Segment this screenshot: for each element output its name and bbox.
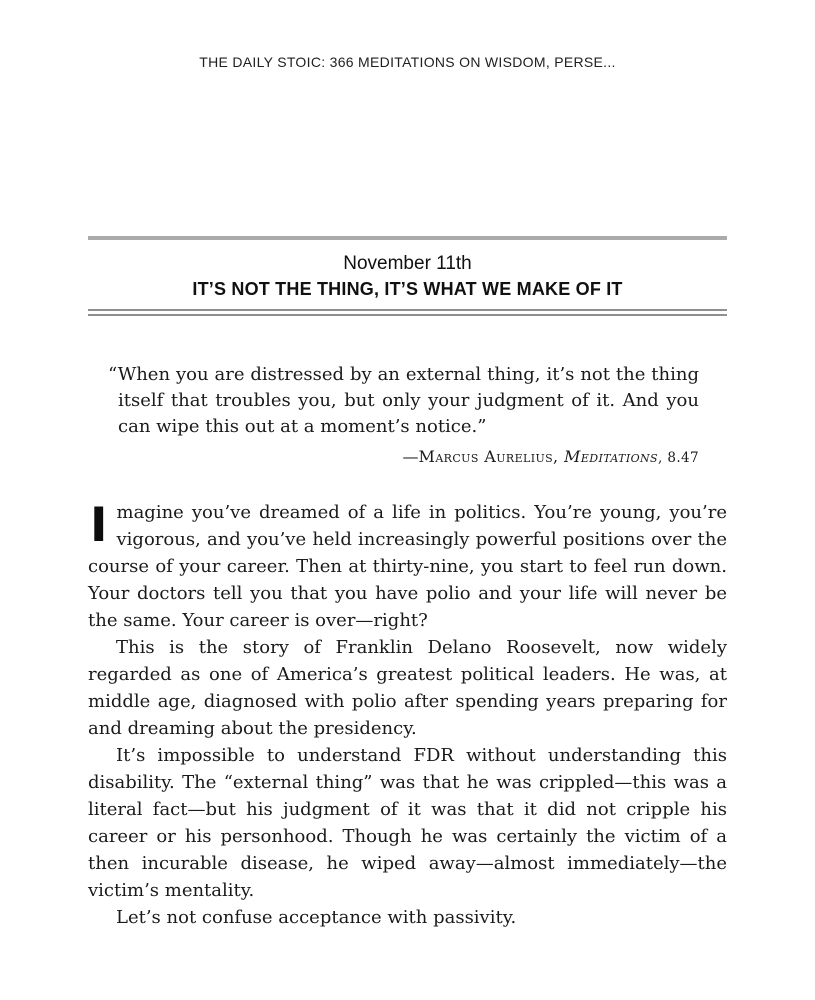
quote-attribution [88, 447, 727, 466]
body-paragraph: It’s impossible to understand FDR without understanding this disability. The “external thing” was that he was crippled—this was a literal fact—but his judgment of it was that it did not cripple his career or his personhood. Though he was certainly the victim of a then incurable disease, he wiped away—almost immediately—the victim’s mentality. [88, 745, 727, 901]
page-content [88, 236, 727, 931]
section-divider-bottom [88, 309, 727, 316]
body-paragraph: Let’s not confuse acceptance with passivity. [116, 907, 517, 928]
book-title-header: THE DAILY STOIC: 366 MEDITATIONS ON WISDOM, PERSE... [199, 54, 616, 70]
body-paragraph [88, 499, 727, 634]
entry-title: IT’S NOT THE THING, IT’S WHAT WE MAKE OF IT [192, 279, 623, 299]
dropcap-letter: I [90, 498, 108, 553]
section-divider-top [88, 236, 727, 240]
attribution-author: Marcus Aurelius, [418, 447, 565, 466]
attribution-reference: , 8.47 [657, 450, 699, 466]
entry-body [88, 499, 727, 931]
attribution-work: Meditations [564, 447, 658, 466]
entry-date: November 11th [343, 253, 472, 274]
quote-text: “When you are distressed by an external thing, it’s not the thing itself that troubles you, but only your judgment of it. And you can wipe this out at a moment’s notice.” [108, 364, 699, 437]
body-paragraph: This is the story of Franklin Delano Roosevelt, now widely regarded as one of America’s greatest political leaders. He was, at middle age, diagnosed with polio after spending years preparing for and dreaming about the presidency. [88, 637, 727, 739]
paragraph-text: magine you’ve dreamed of a life in politics. You’re young, you’re vigorous, and you’ve held increasingly powerful positions over the course of your career. Then at thirty-nine, you start to feel run down. Your doctors tell you that you have polio and your life will never be the same. Your career is over—right? [88, 502, 727, 631]
attribution-dash: — [402, 447, 419, 466]
